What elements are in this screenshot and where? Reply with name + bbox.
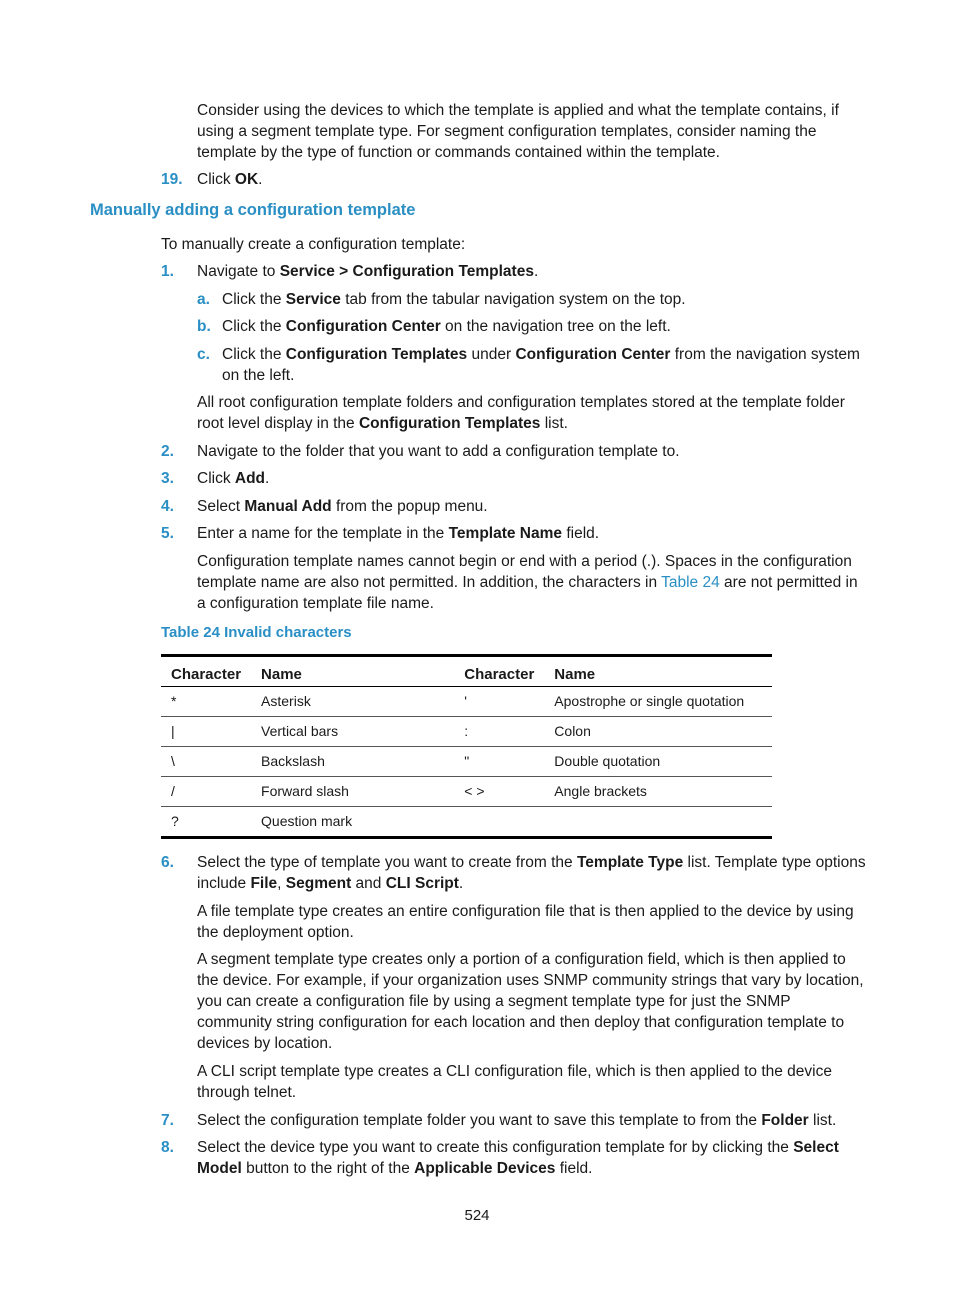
step-number: 7. <box>161 1112 174 1129</box>
step-number: 19. <box>161 171 183 188</box>
table-cell: | <box>161 717 251 747</box>
step-1-note: All root configuration template folders and configuration templates stored at the template folder root level display in the Configuration Templates list. <box>197 394 845 432</box>
table-row <box>161 687 772 717</box>
table-cell: Asterisk <box>251 687 454 717</box>
table-cell: Question mark <box>261 813 353 829</box>
column-header: Character <box>161 656 251 687</box>
table-cell: \ <box>161 747 251 777</box>
table-cell: Double quotation <box>544 747 772 777</box>
step-5-text: Enter a name for the template in the Template Name field. <box>197 525 600 542</box>
step-19-text: Click OK. <box>197 171 263 188</box>
table-cell <box>544 807 772 838</box>
step-1c-text: Click the Configuration Templates under Configuration Center from the navigation system on the left. <box>222 346 860 384</box>
substep-letter: b. <box>197 318 211 335</box>
table-row <box>161 777 772 807</box>
table-header-row <box>161 656 772 687</box>
table-24-link[interactable]: Table 24 <box>661 574 720 591</box>
table-cell: Vertical bars <box>251 717 454 747</box>
file-template-paragraph: A file template type creates an entire configuration file that is then applied to the device by using the deployment option. <box>197 903 854 941</box>
section-heading: Manually adding a configuration template <box>90 201 416 219</box>
step-3-text: Click Add. <box>197 470 270 487</box>
step-number: 6. <box>161 854 174 871</box>
segment-template-paragraph: A segment template type creates only a portion of a configuration field, which is then applied to the device. For example, if your organization uses SNMP community strings that vary by location, you can create a configuration file by using a segment template type for just the SNMP community string configuration for each location and then deploy that configuration template to devices by location. <box>197 951 864 1052</box>
substep-letter: a. <box>197 291 210 308</box>
step-number: 1. <box>161 263 174 280</box>
substep-letter: c. <box>197 346 210 363</box>
table-cell: Backslash <box>251 747 454 777</box>
step-number: 4. <box>161 498 174 515</box>
step-6-text: Select the type of template you want to create from the Template Type list. Template type options include File, Segment and CLI Script. <box>197 854 866 892</box>
table-cell: ? <box>171 813 179 829</box>
section-lead: To manually create a configuration template: <box>161 236 466 253</box>
step-7-text: Select the configuration template folder you want to save this template to from the Folder list. <box>197 1112 837 1129</box>
step-number: 3. <box>161 470 174 487</box>
column-header: Name <box>544 656 772 687</box>
cli-template-paragraph: A CLI script template type creates a CLI configuration file, which is then applied to the device through telnet. <box>197 1063 832 1101</box>
page-number: 524 <box>464 1207 490 1224</box>
column-header: Character <box>454 656 544 687</box>
table-cell: " <box>454 747 544 777</box>
table-row <box>161 717 772 747</box>
step-5-note: Configuration template names cannot begin or end with a period (.). Spaces in the configuration template name are also not permitted. In addition, the characters in Table 24 are not permitted in a configuration template file name. <box>197 553 858 612</box>
step-1-text: Navigate to Service > Configuration Templates. <box>197 263 539 280</box>
invalid-characters-table <box>161 654 772 839</box>
column-header: Name <box>251 656 454 687</box>
step-1a-text: Click the Service tab from the tabular navigation system on the top. <box>222 291 686 308</box>
table-cell: / <box>161 777 251 807</box>
table-cell <box>454 807 544 838</box>
table-cell: Colon <box>544 717 772 747</box>
table-cell: * <box>161 687 251 717</box>
table-cell: : <box>454 717 544 747</box>
intro-paragraph: Consider using the devices to which the template is applied and what the template contains, if using a segment template type. For segment configuration templates, consider naming the template by the type of function or commands contained within the template. <box>197 102 839 161</box>
step-number: 5. <box>161 525 174 542</box>
step-number: 2. <box>161 443 174 460</box>
table-cell: Forward slash <box>251 777 454 807</box>
step-2-text: Navigate to the folder that you want to add a configuration template to. <box>197 443 680 460</box>
step-8-text: Select the device type you want to create this configuration template for by clicking the Select Model button to the right of the Applicable Devices field. <box>197 1139 839 1177</box>
step-number: 8. <box>161 1139 174 1156</box>
table-cell: < > <box>454 777 544 807</box>
table-cell: ' <box>454 687 544 717</box>
table-cell: Angle brackets <box>544 777 772 807</box>
step-1b-text: Click the Configuration Center on the navigation tree on the left. <box>222 318 671 335</box>
table-row <box>161 747 772 777</box>
table-cell: Apostrophe or single quotation <box>544 687 772 717</box>
table-row <box>161 807 772 838</box>
table-caption: Table 24 Invalid characters <box>161 624 352 641</box>
step-4-text: Select Manual Add from the popup menu. <box>197 498 488 515</box>
